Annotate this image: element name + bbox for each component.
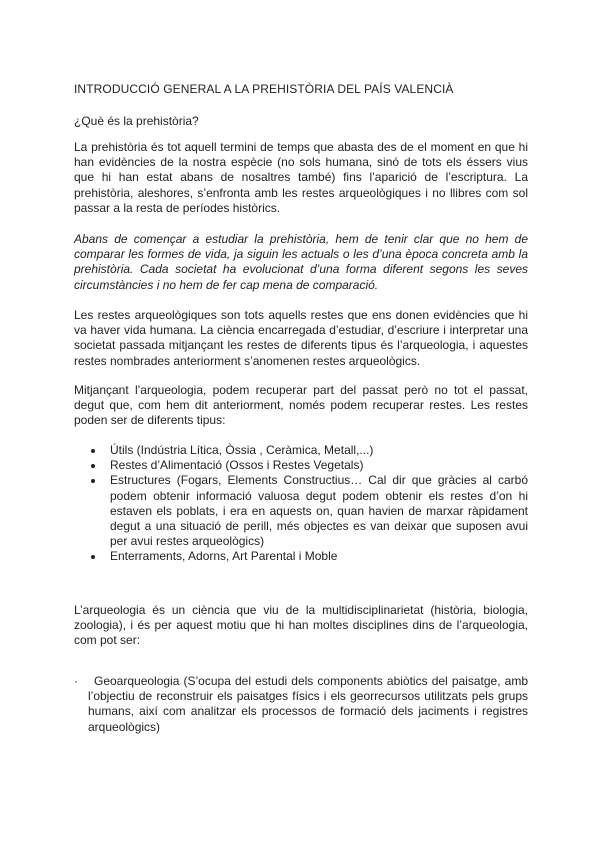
remains-types-list bbox=[74, 443, 528, 565]
discipline-item-text: Geoarqueologia (S’ocupa del estudi dels components abiòtics del paisatge, amb l’objectiu de reconstruir els paisatges físics i els georrecursos utilitzats pels grups humans, així com analitzar els processos de formació dels jaciments i registres arqueològics) bbox=[88, 674, 528, 734]
bullet-dot-icon bbox=[91, 479, 95, 483]
bullet-dot-icon bbox=[91, 449, 95, 453]
list-item: Restes d’Alimentació (Ossos i Restes Vegetals) bbox=[74, 458, 528, 473]
document-title: INTRODUCCIÓ GENERAL A LA PREHISTÒRIA DEL PAÍS VALENCIÀ bbox=[74, 82, 454, 96]
section-question: ¿Què és la prehistòria? bbox=[74, 114, 199, 128]
paragraph-italic-note: Abans de començar a estudiar la prehistòria, hem de tenir clar que no hem de comparar les formes de vida, ja siguin les actuals o les d’una època concreta amb la prehistòria. Cada societat ha evolucionat d’una forma diferent segons les seves circumstàncies i no hem de fer cap mena de comparació. bbox=[74, 232, 528, 292]
paragraph-archaeology-recovery: Mitjançant l’arqueologia, podem recuperar part del passat però no tot el passat, degut que, com hem dit anteriorment, només podem recuperar restes. Les restes poden ser de diferents tipus: bbox=[74, 383, 528, 428]
paragraph-archaeological-remains: Les restes arqueològiques son tots aquells restes que ens donen evidències que hi va haver vida humana. La ciència encarregada d’estudiar, d’escriure i interpretar una societat passada mitjançant les restes de diferents tipus és l’arqueologia, i aquestes restes nombrades anteriorment s’anomenen restes arqueològics. bbox=[74, 308, 528, 368]
paragraph-multidisciplinary: L’arqueologia és un ciència que viu de la multidisciplinarietat (història, biologia, zoologia), i és per aquest motiu que hi han moltes disciplines dins de l’arqueologia, com pot ser: bbox=[74, 603, 528, 648]
middle-dot-marker: · bbox=[74, 674, 78, 688]
list-item: Estructures (Fogars, Elements Constructius… Cal dir que gràcies al carbó podem obtenir informació valuosa degut podem obtenir els restes d’on hi estaven els poblats, i era en aquests on, quan havien de marxar ràpidament degut a una situació de perill, més objectes es van deixar que suposen avui per avui restes arqueològics) bbox=[74, 473, 528, 549]
list-item: Útils (Indústria Lítica, Òssia , Ceràmica, Metall,...) bbox=[74, 443, 528, 458]
bullet-dot-icon bbox=[91, 555, 95, 559]
list-item: Enterraments, Adorns, Art Parental i Moble bbox=[74, 549, 528, 564]
paragraph-definition: La prehistòria és tot aquell termini de temps que abasta des de el moment en que hi han evidències de la nostra espècie (no sols humana, sinó de tots els éssers vius que hi han estat abans de nosaltres també) fins l’aparició de l’escriptura. La prehistòria, aleshores, s’enfronta amb les restes arqueològiques i no llibres com sol passar a la resta de períodes històrics. bbox=[74, 140, 528, 215]
bullet-dot-icon bbox=[91, 464, 95, 468]
discipline-item bbox=[74, 674, 528, 735]
